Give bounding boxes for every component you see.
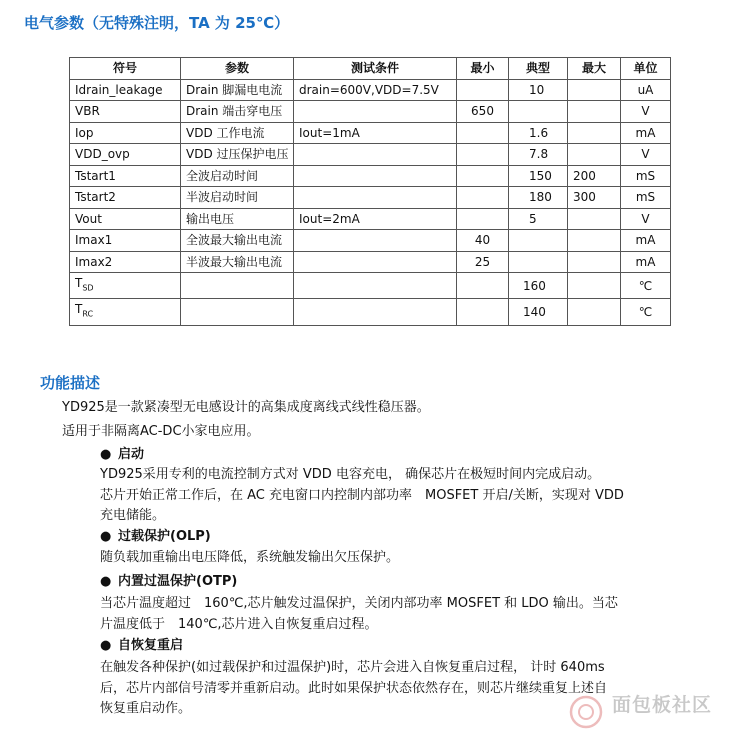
cell-max	[568, 79, 621, 101]
bullet-icon: ●	[100, 447, 112, 462]
cell-symbol: Imax2	[70, 251, 181, 273]
cell-condition	[294, 101, 457, 123]
cell-parameter: 全波最大输出电流	[181, 230, 294, 252]
table-row	[70, 101, 671, 123]
cell-typ: 150	[509, 165, 568, 187]
cell-min	[457, 122, 509, 144]
table-row	[70, 165, 671, 187]
table-row	[70, 273, 671, 299]
cell-typ: 160	[509, 273, 568, 299]
feature-heading-olp: ● 过载保护(OLP)	[100, 527, 211, 547]
table-row	[70, 122, 671, 144]
cell-symbol: Vout	[70, 208, 181, 230]
table-header-row	[70, 58, 671, 80]
cell-symbol: Iop	[70, 122, 181, 144]
cell-condition: drain=600V,VDD=7.5V	[294, 79, 457, 101]
feature-heading-startup: ● 启动	[100, 445, 144, 465]
cell-symbol: VDD_ovp	[70, 144, 181, 166]
cell-parameter	[181, 273, 294, 299]
cell-symbol: $T_{SD}$	[70, 273, 181, 299]
cell-max	[568, 299, 621, 325]
cell-typ	[509, 101, 568, 123]
cell-typ: 5	[509, 208, 568, 230]
cell-typ: 140	[509, 299, 568, 325]
cell-typ: 1.6	[509, 122, 568, 144]
table-row	[70, 144, 671, 166]
cell-symbol: $T_{RC}$	[70, 299, 181, 325]
bullet-icon: ●	[100, 574, 112, 589]
cell-max	[568, 230, 621, 252]
bullet-icon: ●	[100, 638, 112, 653]
cell-min	[457, 187, 509, 209]
cell-min	[457, 165, 509, 187]
cell-max	[568, 251, 621, 273]
electrical-parameters-table	[69, 57, 671, 326]
cell-unit: mS	[621, 187, 671, 209]
feature-body-startup: YD925采用专利的电流控制方式对 VDD 电容充电， 确保芯片在极短时间内完成启动。 芯片开始正常工作后，在 AC 充电窗口内控制内部功率 MOSFET 开启/关断，实现对 VDD 充电储能。	[100, 467, 624, 523]
feature-body-olp: 随负载加重输出电压降低，系统触发输出欠压保护。	[100, 550, 400, 565]
cell-typ: 180	[509, 187, 568, 209]
cell-min: 25	[457, 251, 509, 273]
cell-max	[568, 122, 621, 144]
intro-line-2: 适用于非隔离AC-DC小家电应用。	[62, 424, 260, 439]
intro-line-1: YD925是一款紧凑型无电感设计的高集成度离线式线性稳压器。	[62, 400, 430, 415]
cell-min	[457, 144, 509, 166]
cell-max	[568, 101, 621, 123]
feature-heading-otp: ● 内置过温保护(OTP)	[100, 572, 237, 592]
cell-typ	[509, 251, 568, 273]
cell-condition	[294, 251, 457, 273]
cell-max	[568, 144, 621, 166]
cell-unit: mA	[621, 122, 671, 144]
cell-max: 200	[568, 165, 621, 187]
cell-min	[457, 273, 509, 299]
cell-max	[568, 208, 621, 230]
bullet-icon: ●	[100, 529, 112, 544]
cell-typ: 10	[509, 79, 568, 101]
cell-parameter: 半波最大输出电流	[181, 251, 294, 273]
cell-parameter: Drain 脚漏电电流	[181, 79, 294, 101]
header-test-condition: 测试条件	[294, 58, 457, 80]
table-row	[70, 187, 671, 209]
cell-unit: mA	[621, 230, 671, 252]
cell-min	[457, 208, 509, 230]
header-max: 最大	[568, 58, 621, 80]
table-row	[70, 251, 671, 273]
feature-body-restart: 在触发各种保护(如过载保护和过温保护)时，芯片会进入自恢复重启过程， 计时 640ms 后，芯片内部信号清零并重新启动。此时如果保护状态依然存在，则芯片继续重复上述自 恢复重启动作。	[100, 660, 608, 716]
feature-body-otp: 当芯片温度超过 160℃,芯片触发过温保护，关闭内部功率 MOSFET 和 LDO 输出。当芯 片温度低于 140℃,芯片进入自恢复重启过程。	[100, 596, 618, 632]
cell-symbol: Tstart1	[70, 165, 181, 187]
cell-unit: V	[621, 208, 671, 230]
cell-unit: mA	[621, 251, 671, 273]
header-symbol: 符号	[70, 58, 181, 80]
cell-min: 650	[457, 101, 509, 123]
cell-max: 300	[568, 187, 621, 209]
header-min: 最小	[457, 58, 509, 80]
cell-min	[457, 79, 509, 101]
table-row	[70, 230, 671, 252]
cell-typ	[509, 230, 568, 252]
cell-min: 40	[457, 230, 509, 252]
cell-unit: ℃	[621, 273, 671, 299]
cell-condition	[294, 144, 457, 166]
cell-typ: 7.8	[509, 144, 568, 166]
cell-parameter	[181, 299, 294, 325]
watermark-text: 面包板社区	[612, 694, 713, 716]
cell-min	[457, 299, 509, 325]
cell-unit: V	[621, 101, 671, 123]
section-title-electrical: 电气参数（无特殊注明，TA 为 25℃）	[24, 14, 290, 32]
cell-unit: uA	[621, 79, 671, 101]
table-row	[70, 208, 671, 230]
header-typ: 典型	[509, 58, 568, 80]
cell-parameter: 输出电压	[181, 208, 294, 230]
header-unit: 单位	[621, 58, 671, 80]
cell-parameter: 全波启动时间	[181, 165, 294, 187]
cell-condition	[294, 165, 457, 187]
cell-max	[568, 273, 621, 299]
cell-parameter: VDD 过压保护电压	[181, 144, 294, 166]
table-row	[70, 79, 671, 101]
section-title-function: 功能描述	[40, 374, 101, 392]
table-row	[70, 299, 671, 325]
cell-symbol: Tstart2	[70, 187, 181, 209]
cell-unit: V	[621, 144, 671, 166]
cell-symbol: Imax1	[70, 230, 181, 252]
cell-parameter: Drain 端击穿电压	[181, 101, 294, 123]
header-parameter: 参数	[181, 58, 294, 80]
cell-condition	[294, 187, 457, 209]
cell-symbol: VBR	[70, 101, 181, 123]
cell-condition: Iout=1mA	[294, 122, 457, 144]
cell-condition	[294, 273, 457, 299]
cell-condition: Iout=2mA	[294, 208, 457, 230]
feature-heading-restart: ● 自恢复重启	[100, 636, 183, 656]
cell-unit: mS	[621, 165, 671, 187]
cell-condition	[294, 299, 457, 325]
cell-parameter: VDD 工作电流	[181, 122, 294, 144]
cell-symbol: Idrain_leakage	[70, 79, 181, 101]
cell-parameter: 半波启动时间	[181, 187, 294, 209]
cell-condition	[294, 230, 457, 252]
cell-unit: ℃	[621, 299, 671, 325]
